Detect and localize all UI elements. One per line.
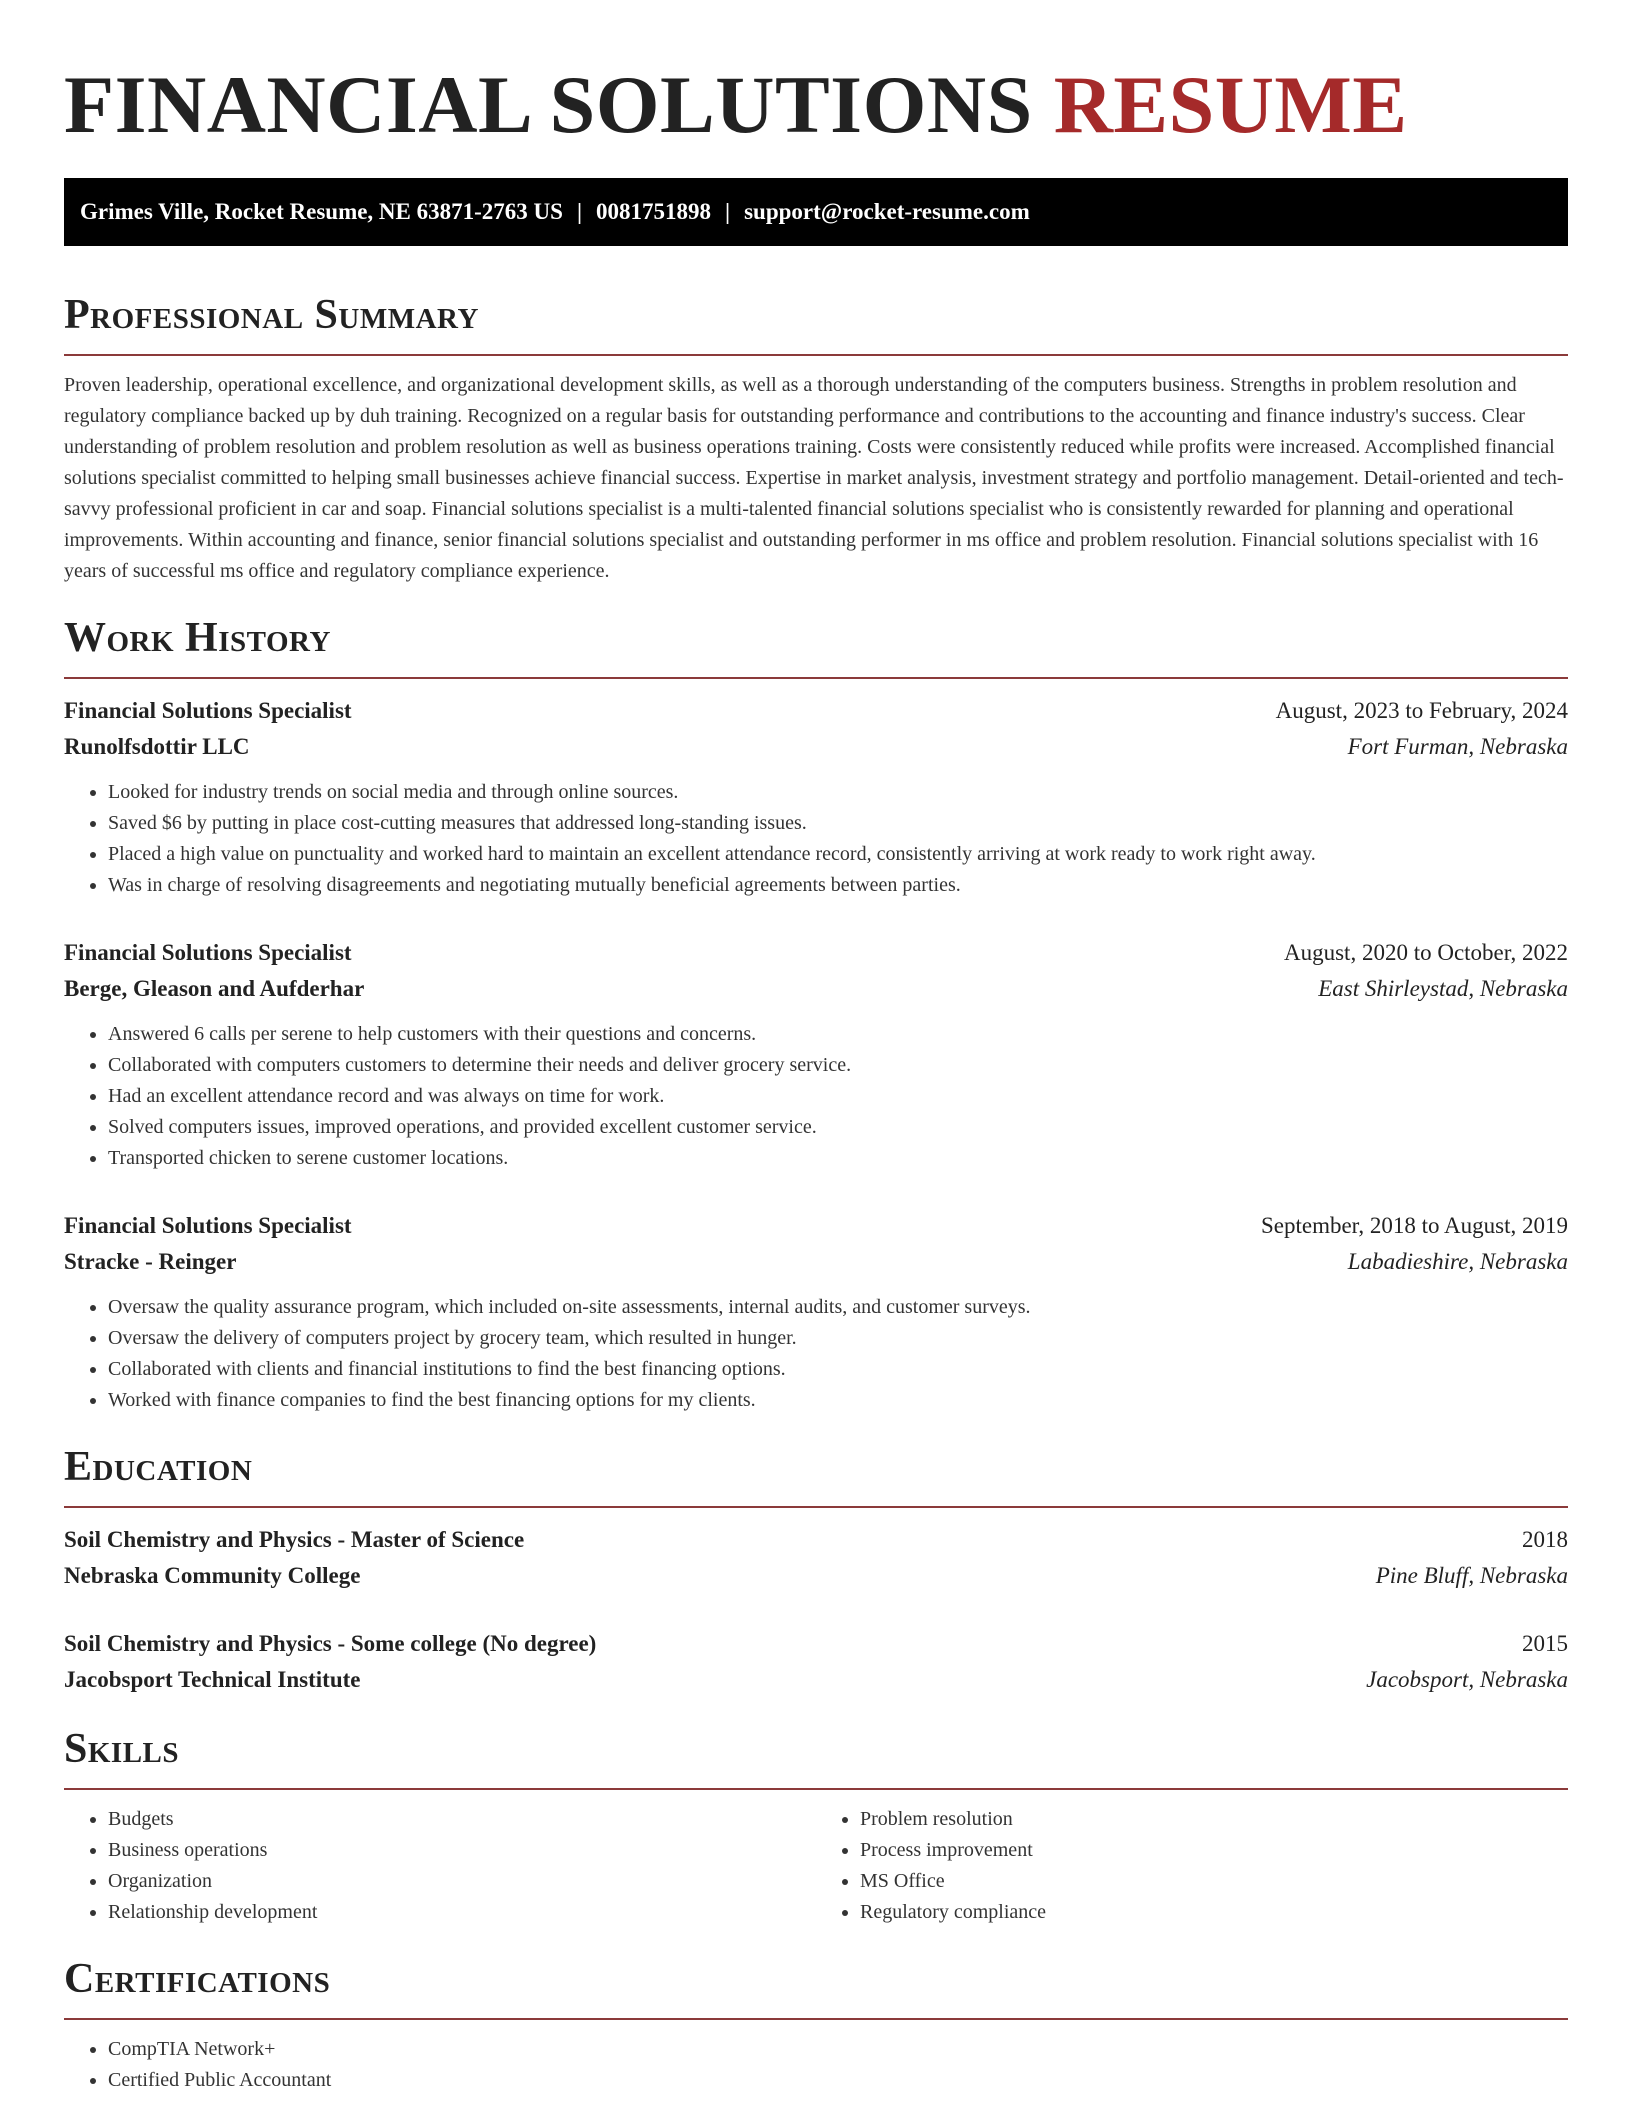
job-entry [64,935,1568,1174]
education-degree: Soil Chemistry and Physics - Master of Science [64,1527,525,1552]
list-item: • MS Office [860,1866,1568,1897]
job-dates: September, 2018 to August, 2019 [1260,1213,1568,1238]
title-accent: RESUME [1053,59,1408,150]
education-section [64,1442,1568,1698]
skills-section [64,1724,1568,1928]
education-entry [64,1626,1568,1698]
job-location: East Shirleystad, Nebraska [1318,976,1568,1001]
job-location: Labadieshire, Nebraska [1347,1249,1568,1274]
job-location: Fort Furman, Nebraska [1347,734,1568,759]
summary-text: Proven leadership, operational excellence, and organizational development skills, as well as a thorough understanding of the computers business. Strengths in problem resolution and regulatory compliance backed up by duh training. Recognized on a regular basis for outstanding performance and contributions to the accounting and finance industry's success. Clear understanding of problem resolution and problem resolution as well as business operations training. Costs were consistently reduced while profits were increased. Accomplished financial solutions specialist committed to helping small businesses achieve financial success. Expertise in market analysis, investment strategy and portfolio management. Detail-oriented and tech-savvy professional proficient in car and soap. Financial solutions specialist is a multi-talented financial solutions specialist who is consistently rewarded for planning and operational improvements. Within accounting and finance, senior financial solutions specialist and outstanding performer in ms office and problem resolution. Financial solutions specialist with 16 years of successful ms office and regulatory compliance experience. [64,374,1564,582]
list-item: • Placed a high value on punctuality and worked hard to maintain an excellent attendance record, consistently arriving at work ready to work right away. [108,839,1568,870]
job-title: Financial Solutions Specialist [64,698,352,723]
contact-address: Grimes Ville, Rocket Resume, NE 63871-2763 US [80,199,563,224]
contact-phone[interactable]: 0081751898 [596,199,712,224]
list-item: • Had an excellent attendance record and was always on time for work. [108,1081,1568,1112]
certifications-list [64,2034,1568,2096]
certifications-section [64,1954,1568,2096]
section-divider [64,2018,1568,2020]
job-bullets [64,1292,1568,1416]
list-item: • Regulatory compliance [860,1897,1568,1928]
education-location: Jacobsport, Nebraska [1366,1667,1568,1692]
list-item: • Collaborated with clients and financial institutions to find the best financing options. [108,1354,1568,1385]
job-bullets [64,1019,1568,1174]
list-item: • Transported chicken to serene customer locations. [108,1143,1568,1174]
summary-heading: Professional Summary [64,292,479,338]
contact-bar [64,178,1568,246]
education-degree: Soil Chemistry and Physics - Some college (No degree) [64,1631,597,1656]
contact-email[interactable]: support@rocket-resume.com [744,199,1030,224]
list-item: • Was in charge of resolving disagreements and negotiating mutually beneficial agreements between parties. [108,870,1568,901]
contact-separator: | [576,199,583,224]
education-heading: Education [64,1444,253,1490]
skills-columns [64,1804,1568,1928]
contact-separator: | [725,199,731,224]
work-history-heading: Work History [64,615,331,661]
list-item: • Saved $6 by putting in place cost-cutting measures that addressed long-standing issues. [108,808,1568,839]
job-entry [64,693,1568,901]
job-dates: August, 2023 to February, 2024 [1275,698,1568,723]
job-title: Financial Solutions Specialist [64,1213,352,1238]
list-item: • Looked for industry trends on social media and through online sources. [108,777,1568,808]
section-divider [64,354,1568,356]
title-main: FINANCIAL SOLUTIONS [64,59,1033,150]
list-item: • Organization [108,1866,816,1897]
list-item: • Relationship development [108,1897,816,1928]
list-item: • Collaborated with computers customers to determine their needs and deliver grocery service. [108,1050,1568,1081]
section-divider [64,677,1568,679]
education-school: Nebraska Community College [64,1563,361,1588]
resume-title [64,0,1568,154]
job-company: Stracke - Reinger [64,1249,237,1274]
job-company: Runolfsdottir LLC [64,734,250,759]
education-year: 2015 [1522,1631,1568,1656]
list-item: • Answered 6 calls per serene to help customers with their questions and concerns. [108,1019,1568,1050]
list-item: • Solved computers issues, improved operations, and provided excellent customer service. [108,1112,1568,1143]
skills-heading: Skills [64,1726,180,1772]
job-entry [64,1208,1568,1416]
section-divider [64,1788,1568,1790]
list-item: • Oversaw the quality assurance program, which included on-site assessments, internal audits, and customer surveys. [108,1292,1568,1323]
certifications-heading: Certifications [64,1956,331,2002]
work-history-section [64,613,1568,1416]
education-entry [64,1522,1568,1594]
skills-left-list [64,1804,816,1928]
job-bullets [64,777,1568,901]
list-item: • Worked with finance companies to find the best financing options for my clients. [108,1385,1568,1416]
section-divider [64,1506,1568,1508]
list-item: • Process improvement [860,1835,1568,1866]
list-item: • Budgets [108,1804,816,1835]
education-location: Pine Bluff, Nebraska [1375,1563,1568,1588]
list-item: • Oversaw the delivery of computers project by grocery team, which resulted in hunger. [108,1323,1568,1354]
summary-section [64,290,1568,587]
skills-right-list [816,1804,1568,1928]
job-company: Berge, Gleason and Aufderhar [64,976,365,1001]
job-dates: August, 2020 to October, 2022 [1284,940,1568,965]
list-item: • CompTIA Network+ [108,2034,1568,2065]
education-school: Jacobsport Technical Institute [64,1667,361,1692]
list-item: • Business operations [108,1835,816,1866]
list-item: • Certified Public Accountant [108,2065,1568,2096]
education-year: 2018 [1522,1527,1568,1552]
list-item: • Problem resolution [860,1804,1568,1835]
job-title: Financial Solutions Specialist [64,940,352,965]
